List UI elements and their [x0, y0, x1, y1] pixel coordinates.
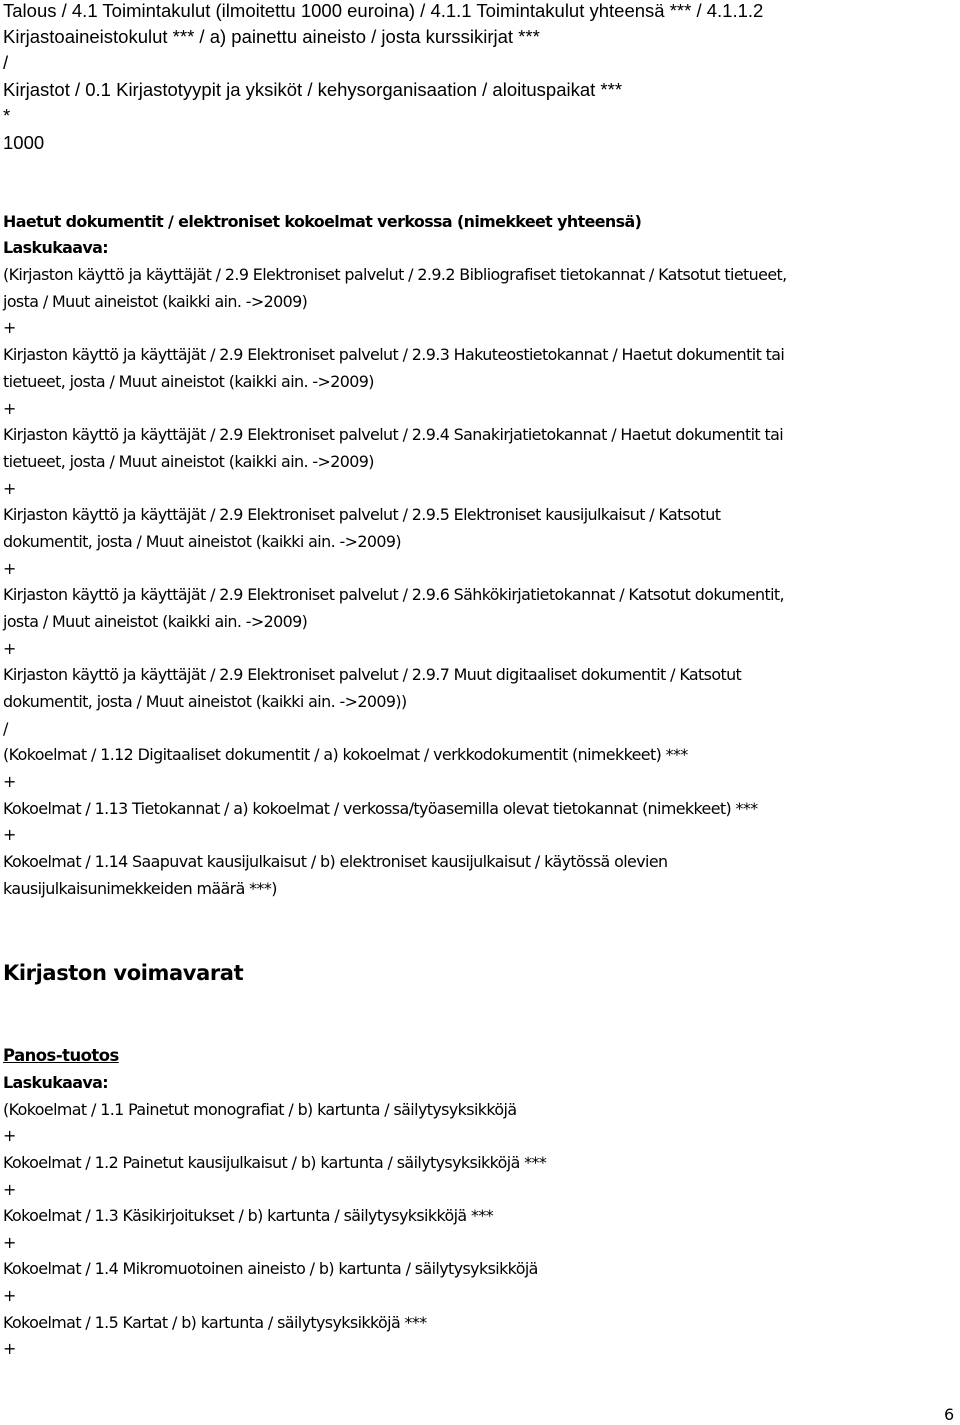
formula-line: Kokoelmat / 1.14 Saapuvat kausijulkaisut / b) elektroniset kausijulkaisut / käytössä olevien — [3, 852, 668, 871]
header-line: Kirjastoaineistokulut *** / a) painettu aineisto / josta kurssikirjat *** — [3, 26, 540, 47]
header-line: 1000 — [3, 132, 45, 153]
formula-line: Kokoelmat / 1.5 Kartat / b) kartunta / säilytysyksikköjä *** — [3, 1313, 427, 1332]
formula-line: tietueet, josta / Muut aineistot (kaikki ain. ->2009) — [3, 372, 374, 391]
header-line: Talous / 4.1 Toimintakulut (ilmoitettu 1000 euroina) / 4.1.1 Toimintakulut yhteensä *** / 4.1.1.2 — [3, 0, 764, 21]
formula-line: Kokoelmat / 1.3 Käsikirjoitukset / b) kartunta / säilytysyksikköjä *** — [3, 1206, 494, 1225]
formula-line: dokumentit, josta / Muut aineistot (kaikki ain. ->2009) — [3, 532, 401, 551]
formula-line: + — [3, 318, 16, 337]
formula-label: Laskukaava: — [3, 238, 109, 257]
section-subheading: Panos-tuotos — [3, 1046, 119, 1065]
header-line: Kirjastot / 0.1 Kirjastotyypit ja yksiköt / kehysorganisaation / aloituspaikat *** — [3, 79, 623, 100]
formula-line: + — [3, 1339, 16, 1358]
formula-line: + — [3, 1180, 16, 1199]
formula-line: josta / Muut aineistot (kaikki ain. ->2009) — [3, 292, 308, 311]
formula-line: + — [3, 559, 16, 578]
section-heading: Kirjaston voimavarat — [3, 961, 244, 985]
section-title: Haetut dokumentit / elektroniset kokoelmat verkossa (nimekkeet yhteensä) — [3, 212, 642, 231]
formula-line: + — [3, 1286, 16, 1305]
formula-line: josta / Muut aineistot (kaikki ain. ->2009) — [3, 612, 308, 631]
formula-line: Kokoelmat / 1.13 Tietokannat / a) kokoelmat / verkossa/työasemilla olevat tietokannat (nimekkeet) *** — [3, 799, 758, 818]
formula-line: + — [3, 825, 16, 844]
formula-line: + — [3, 772, 16, 791]
formula-line: Kirjaston käyttö ja käyttäjät / 2.9 Elektroniset palvelut / 2.9.4 Sanakirjatietokannat / Haetut dokumentit tai — [3, 425, 784, 444]
formula-line: Kirjaston käyttö ja käyttäjät / 2.9 Elektroniset palvelut / 2.9.7 Muut digitaaliset dokumentit / Katsotut — [3, 665, 742, 684]
formula-line: Kirjaston käyttö ja käyttäjät / 2.9 Elektroniset palvelut / 2.9.5 Elektroniset kausijulkaisut / Katsotut — [3, 505, 721, 524]
formula-line: Kokoelmat / 1.4 Mikromuotoinen aineisto / b) kartunta / säilytysyksikköjä — [3, 1259, 538, 1278]
formula-line: / — [3, 719, 8, 738]
formula-line: + — [3, 639, 16, 658]
formula-line: + — [3, 1126, 16, 1145]
formula-line: (Kokoelmat / 1.12 Digitaaliset dokumentit / a) kokoelmat / verkkodokumentit (nimekkeet) *** — [3, 745, 688, 764]
formula-line: + — [3, 1233, 16, 1252]
formula-line: (Kokoelmat / 1.1 Painetut monografiat / b) kartunta / säilytysyksikköjä — [3, 1100, 517, 1119]
formula-line: Kirjaston käyttö ja käyttäjät / 2.9 Elektroniset palvelut / 2.9.6 Sähkökirjatietokannat / Katsotut dokumentit, — [3, 585, 784, 604]
header-line: * — [3, 105, 11, 126]
formula-line: (Kirjaston käyttö ja käyttäjät / 2.9 Elektroniset palvelut / 2.9.2 Bibliografiset tietokannat / Katsotut tietueet, — [3, 265, 787, 284]
header-line: / — [3, 52, 9, 73]
formula-line: + — [3, 399, 16, 418]
formula-label: Laskukaava: — [3, 1073, 109, 1092]
page-number: 6 — [944, 1405, 955, 1424]
formula-line: kausijulkaisunimekkeiden määrä ***) — [3, 879, 277, 898]
formula-line: Kokoelmat / 1.2 Painetut kausijulkaisut / b) kartunta / säilytysyksikköjä *** — [3, 1153, 547, 1172]
formula-line: Kirjaston käyttö ja käyttäjät / 2.9 Elektroniset palvelut / 2.9.3 Hakuteostietokannat / Haetut dokumentit tai — [3, 345, 785, 364]
formula-line: + — [3, 479, 16, 498]
formula-line: tietueet, josta / Muut aineistot (kaikki ain. ->2009) — [3, 452, 374, 471]
formula-line: dokumentit, josta / Muut aineistot (kaikki ain. ->2009)) — [3, 692, 407, 711]
